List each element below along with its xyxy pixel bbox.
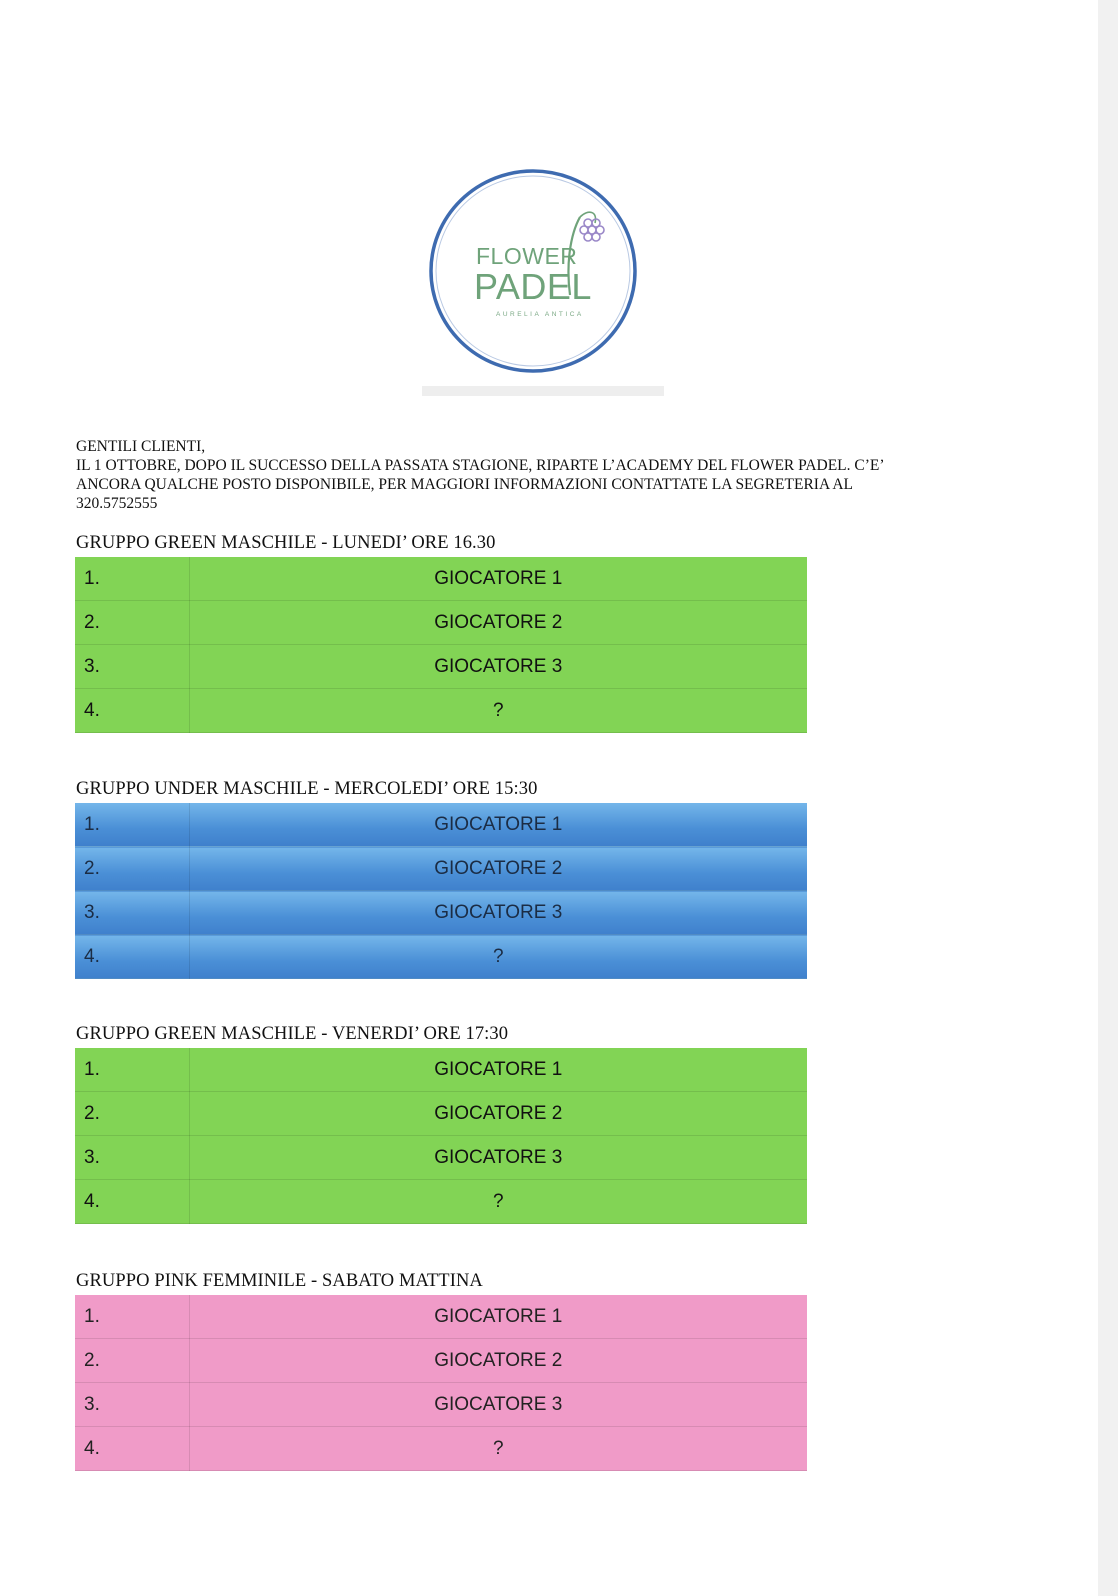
table-row [75,847,807,891]
row-number: 2. [75,847,189,891]
row-number: 2. [75,601,189,645]
logo-text-padel: PADEL [474,266,592,307]
intro-line: GENTILI CLIENTI, [76,438,206,455]
player-name: GIOCATORE 3 [189,645,807,689]
table-row [75,803,807,847]
row-number: 3. [75,1383,189,1427]
table-row [75,1092,807,1136]
row-number: 4. [75,689,189,733]
roster-table-pink-saturday [75,1295,807,1471]
player-name: ? [189,1427,807,1471]
row-number: 1. [75,1048,189,1092]
row-number: 3. [75,1136,189,1180]
table-row [75,645,807,689]
intro-line: ANCORA QUALCHE POSTO DISPONIBILE, PER MAGGIORI INFORMAZIONI CONTATTATE LA SEGRETERIA AL [76,476,853,493]
player-name: GIOCATORE 1 [189,557,807,601]
row-number: 4. [75,1180,189,1224]
row-number: 1. [75,557,189,601]
player-name: GIOCATORE 2 [189,601,807,645]
row-number: 1. [75,803,189,847]
player-name: GIOCATORE 3 [189,1136,807,1180]
roster-table-green-friday [75,1048,807,1224]
page-edge [1098,0,1118,1596]
player-name: GIOCATORE 3 [189,891,807,935]
table-row [75,1180,807,1224]
player-name: GIOCATORE 1 [189,1295,807,1339]
table-row [75,1048,807,1092]
table-row [75,689,807,733]
table-row [75,1295,807,1339]
player-name: GIOCATORE 2 [189,847,807,891]
group-title-pink-saturday: GRUPPO PINK FEMMINILE - SABATO MATTINA [76,1271,483,1291]
phone-number: 320.5752555 [76,495,158,512]
row-number: 4. [75,1427,189,1471]
player-name: GIOCATORE 2 [189,1339,807,1383]
roster-table-under-wednesday [75,803,807,979]
player-name: ? [189,1180,807,1224]
player-name: GIOCATORE 1 [189,1048,807,1092]
table-row [75,1339,807,1383]
player-name: ? [189,689,807,733]
table-row [75,935,807,979]
player-name: GIOCATORE 1 [189,803,807,847]
table-row [75,1427,807,1471]
group-title-green-monday: GRUPPO GREEN MASCHILE - LUNEDI’ ORE 16.30 [76,533,496,553]
row-number: 1. [75,1295,189,1339]
player-name: GIOCATORE 2 [189,1092,807,1136]
intro-paragraph [76,437,1006,513]
intro-line: IL 1 OTTOBRE, DOPO IL SUCCESSO DELLA PASSATA STAGIONE, RIPARTE L’ACADEMY DEL FLOWER PADEL. C’E’ [76,457,885,474]
roster-table-green-monday [75,557,807,733]
logo-underline [422,386,664,396]
table-row [75,601,807,645]
group-title-green-friday: GRUPPO GREEN MASCHILE - VENERDI’ ORE 17:30 [76,1024,509,1044]
table-row [75,1383,807,1427]
table-row [75,1136,807,1180]
logo-text-subtitle: AURELIA ANTICA [496,311,584,318]
row-number: 2. [75,1339,189,1383]
table-row [75,557,807,601]
row-number: 3. [75,645,189,689]
row-number: 3. [75,891,189,935]
player-name: ? [189,935,807,979]
row-number: 2. [75,1092,189,1136]
row-number: 4. [75,935,189,979]
table-row [75,891,807,935]
player-name: GIOCATORE 3 [189,1383,807,1427]
group-title-under-wednesday: GRUPPO UNDER MASCHILE - MERCOLEDI’ ORE 15:30 [76,779,538,799]
logo-text-flower: FLOWER [476,243,578,269]
